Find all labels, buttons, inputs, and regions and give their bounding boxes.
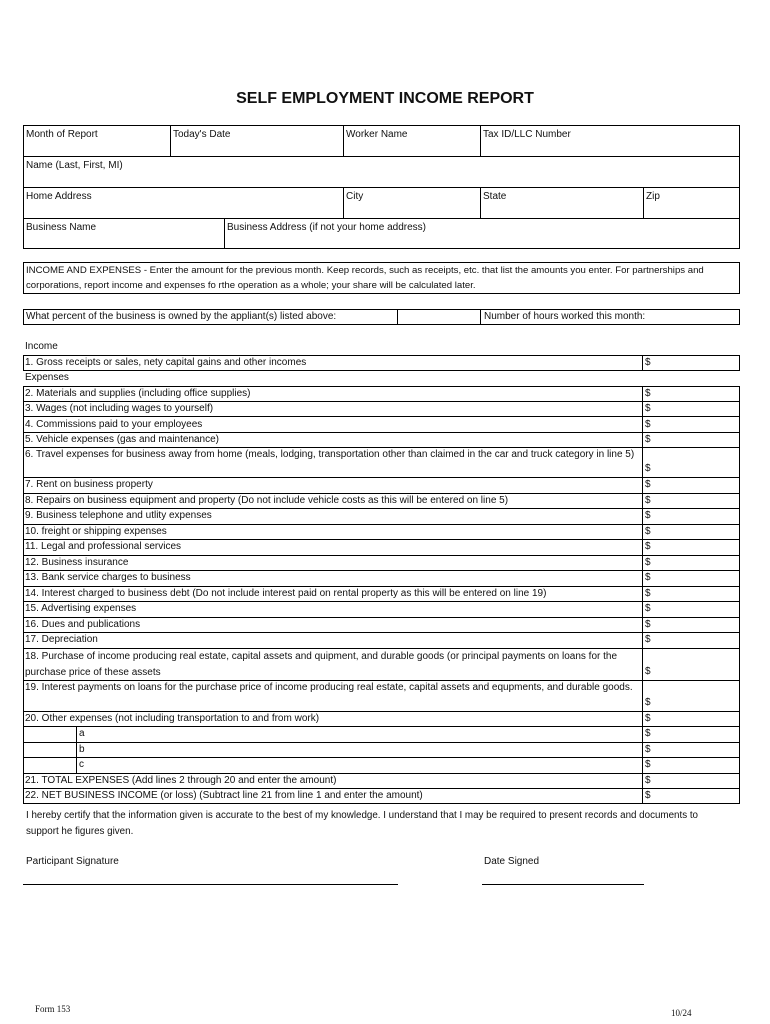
line-6-amount[interactable]: $ <box>645 463 651 474</box>
line-4-label: 4. Commissions paid to your employees <box>25 419 203 430</box>
month-of-report-field[interactable]: Month of Report <box>26 129 98 140</box>
hours-worked-input[interactable] <box>660 310 738 324</box>
line-20c-amount[interactable]: $ <box>645 759 651 770</box>
line-11-amount[interactable]: $ <box>645 541 651 552</box>
revision-date: 10/24 <box>671 1008 692 1018</box>
home-address-field[interactable]: Home Address <box>26 191 92 202</box>
participant-signature-line[interactable] <box>23 884 398 885</box>
line-15-label: 15. Advertising expenses <box>25 603 137 614</box>
line-18-amount[interactable]: $ <box>645 666 651 677</box>
line-7-label: 7. Rent on business property <box>25 479 153 490</box>
line-16-label: 16. Dues and publications <box>25 619 141 630</box>
zip-field[interactable]: Zip <box>646 191 660 202</box>
line-1-label: 1. Gross receipts or sales, nety capital gains and other incomes <box>25 357 307 368</box>
todays-date-field[interactable]: Today's Date <box>173 129 231 140</box>
line-12-amount[interactable]: $ <box>645 557 651 568</box>
tax-id-field[interactable]: Tax ID/LLC Number <box>483 129 571 140</box>
line-3-label: 3. Wages (not including wages to yourself) <box>25 403 214 414</box>
line-3-amount[interactable]: $ <box>645 403 651 414</box>
line-2-amount[interactable]: $ <box>645 388 651 399</box>
participant-signature-label: Participant Signature <box>26 856 119 867</box>
line-4-amount[interactable]: $ <box>645 419 651 430</box>
line-5-amount[interactable]: $ <box>645 434 651 445</box>
line-17-label: 17. Depreciation <box>25 634 98 645</box>
expenses-heading: Expenses <box>25 372 69 383</box>
line-5-label: 5. Vehicle expenses (gas and maintenance) <box>25 434 220 445</box>
line-13-amount[interactable]: $ <box>645 572 651 583</box>
line-20c-label: c <box>79 759 84 770</box>
line-20c-description[interactable] <box>24 758 76 772</box>
line-12-label: 12. Business insurance <box>25 557 129 568</box>
line-14-label: 14. Interest charged to business debt (Do not include interest paid on rental property as this will be entered on line 19) <box>25 588 547 599</box>
line-20b-amount[interactable]: $ <box>645 744 651 755</box>
ownership-percent-label: What percent of the business is owned by the appliant(s) listed above: <box>26 311 337 322</box>
date-signed-line[interactable] <box>482 884 644 885</box>
certification-text: I hereby certify that the information given is accurate to the best of my knowledge. I understand that I may be required to present records and documents to support he figures given. <box>26 810 699 837</box>
line-14-amount[interactable]: $ <box>645 588 651 599</box>
form-number: Form 153 <box>35 1004 71 1014</box>
participant-name-field[interactable]: Name (Last, First, MI) <box>26 160 123 171</box>
line-10-label: 10. freight or shipping expenses <box>25 526 167 537</box>
line-20a-description[interactable] <box>24 727 76 741</box>
worker-name-field[interactable]: Worker Name <box>346 129 408 140</box>
line-10-amount[interactable]: $ <box>645 526 651 537</box>
line-13-label: 13. Bank service charges to business <box>25 572 191 583</box>
line-20-amount[interactable]: $ <box>645 713 651 724</box>
line-8-label: 8. Repairs on business equipment and property (Do not include vehicle costs as this will be entered on line 5) <box>25 495 509 506</box>
business-name-field[interactable]: Business Name <box>26 222 97 233</box>
line-1-amount[interactable]: $ <box>645 357 651 368</box>
line-20-label: 20. Other expenses (not including transportation to and from work) <box>25 713 320 724</box>
ownership-percent-input[interactable] <box>398 310 480 324</box>
line-20b-label: b <box>79 744 85 755</box>
line-19-label: 19. Interest payments on loans for the purchase price of income producing real estate, capital assets and equpments, and durable goods. <box>25 682 633 693</box>
line-21-label: 21. TOTAL EXPENSES (Add lines 2 through 20 and enter the amount) <box>25 775 337 786</box>
line-20b-description[interactable] <box>24 743 76 757</box>
line-22-label: 22. NET BUSINESS INCOME (or loss) (Subtract line 21 from line 1 and enter the amount) <box>25 790 423 801</box>
line-20a-amount[interactable]: $ <box>645 728 651 739</box>
line-18-label: 18. Purchase of income producing real estate, capital assets and quipment, and durable goods (or principal payments on loans for the purchase price of these assets <box>25 651 618 678</box>
income-heading: Income <box>25 341 58 352</box>
instructions-text: INCOME AND EXPENSES - Enter the amount for the previous month. Keep records, such as receipts, etc. that list the amounts you enter. For partnerships and corporations, report income and expenses fo rthe operation as a whole; your share will be calculated later. <box>26 265 704 291</box>
date-signed-label: Date Signed <box>484 856 540 867</box>
line-22-amount[interactable]: $ <box>645 790 651 801</box>
hours-worked-label: Number of hours worked this month: <box>484 311 646 322</box>
business-address-field[interactable]: Business Address (if not your home address) <box>227 222 426 233</box>
line-16-amount[interactable]: $ <box>645 619 651 630</box>
line-15-amount[interactable]: $ <box>645 603 651 614</box>
line-17-amount[interactable]: $ <box>645 634 651 645</box>
line-19-amount[interactable]: $ <box>645 697 651 708</box>
line-20a-label: a <box>79 728 85 739</box>
line-11-label: 11. Legal and professional services <box>25 541 182 552</box>
line-2-label: 2. Materials and supplies (including office supplies) <box>25 388 251 399</box>
line-9-amount[interactable]: $ <box>645 510 651 521</box>
line-7-amount[interactable]: $ <box>645 479 651 490</box>
page-title: SELF EMPLOYMENT INCOME REPORT <box>236 90 534 107</box>
city-field[interactable]: City <box>346 191 364 202</box>
line-9-label: 9. Business telephone and utlity expenses <box>25 510 212 521</box>
line-21-amount[interactable]: $ <box>645 775 651 786</box>
state-field[interactable]: State <box>483 191 507 202</box>
line-8-amount[interactable]: $ <box>645 495 651 506</box>
line-6-label: 6. Travel expenses for business away from home (meals, lodging, transportation other than claimed in the car and truck category in line 5) <box>25 449 635 460</box>
